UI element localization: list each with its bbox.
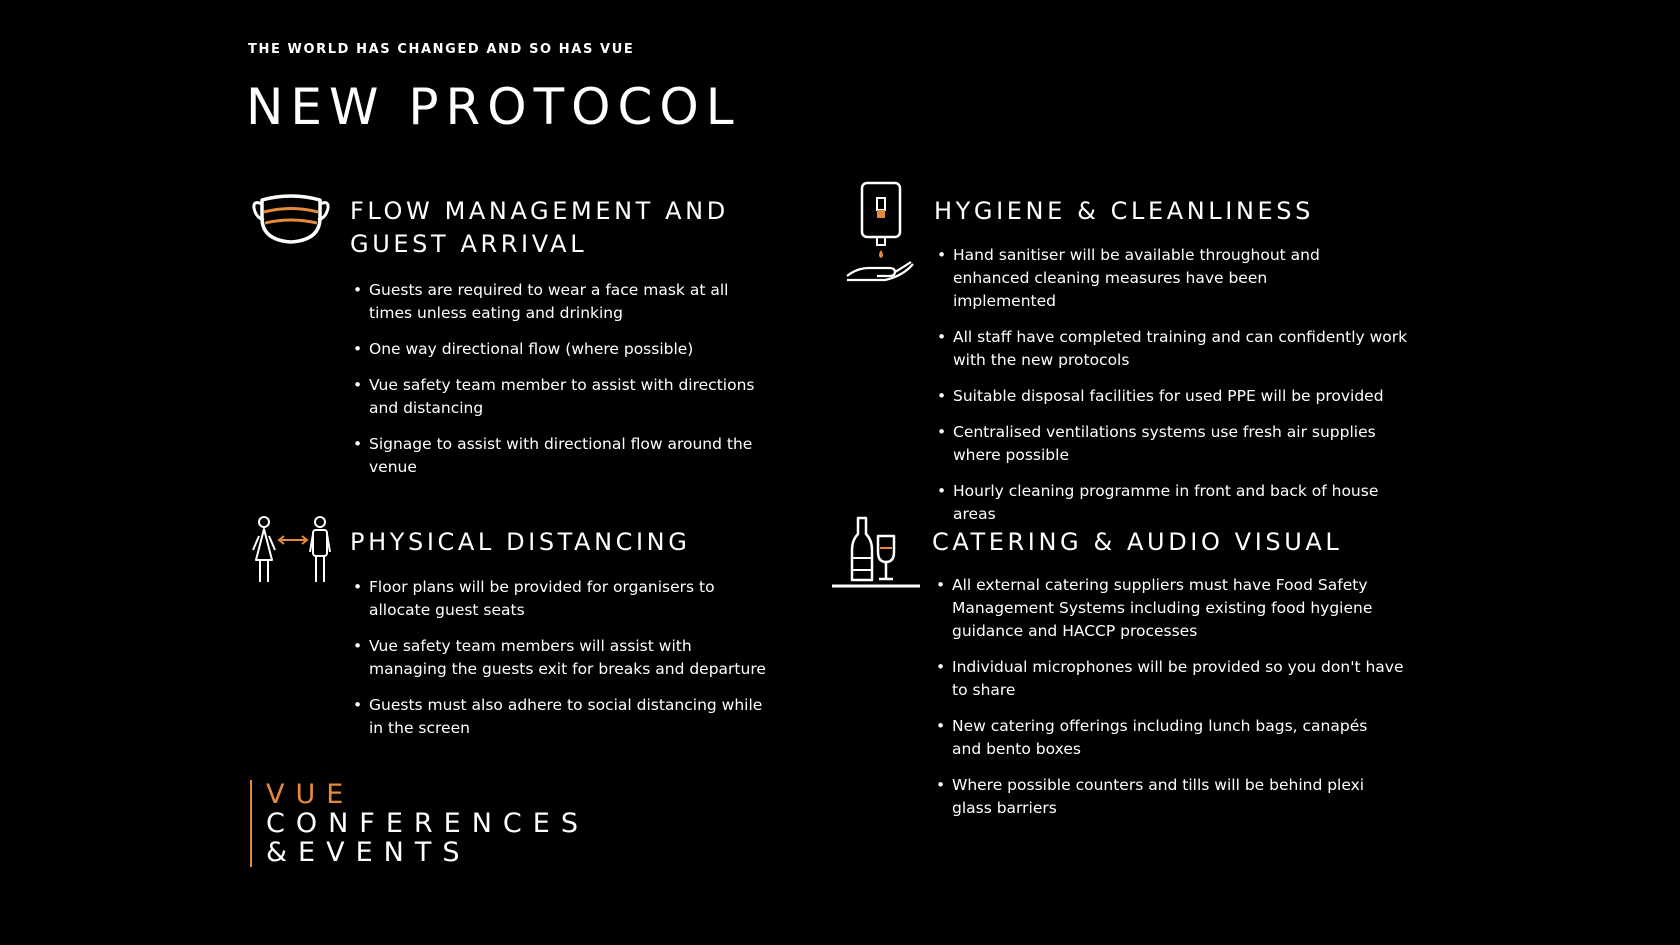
list-item: • Hand sanitiser will be available throughout and enhanced cleaning measures have been implemented: [937, 244, 1373, 313]
list-item: • Where possible counters and tills will be behind plexi glass barriers: [936, 774, 1372, 820]
list-item: • Vue safety team member to assist with directions and distancing: [353, 374, 759, 420]
list-item: • Hourly cleaning programme in front and back of house areas: [937, 480, 1417, 526]
section-hygiene-list: [937, 244, 1417, 539]
section-flow-list: [353, 279, 773, 492]
section-hygiene-title: HYGIENE & CLEANLINESS: [934, 197, 1314, 225]
list-item: • Individual microphones will be provided so you don't have to share: [936, 656, 1412, 702]
logo-line-events: &EVENTS: [266, 837, 471, 868]
list-item: • Guests are required to wear a face mask at all times unless eating and drinking: [353, 279, 759, 325]
section-catering-list: [936, 574, 1416, 833]
logo-line-vue: VUE: [266, 779, 355, 810]
vue-conferences-events-logo: [250, 780, 589, 867]
list-item: • Vue safety team members will assist with managing the guests exit for breaks and departure: [353, 635, 769, 681]
section-distancing-title: PHYSICAL DISTANCING: [350, 528, 691, 556]
list-item: • Floor plans will be provided for organisers to allocate guest seats: [353, 576, 754, 622]
section-flow-title: [350, 195, 770, 261]
list-item: • Centralised ventilations systems use fresh air supplies where possible: [937, 421, 1393, 467]
list-item: • All external catering suppliers must have Food Safety Management Systems including existing food hygiene guidance and HACCP processes: [936, 574, 1382, 643]
list-item: • Suitable disposal facilities for used PPE will be provided: [937, 385, 1417, 408]
list-item: • Signage to assist with directional flow around the venue: [353, 433, 773, 479]
list-item: • One way directional flow (where possible): [353, 338, 773, 361]
list-item: • Guests must also adhere to social distancing while in the screen: [353, 694, 769, 740]
section-flow-title-line2: GUEST ARRIVAL: [350, 230, 588, 258]
bottle-glass-icon: [830, 514, 922, 590]
hand-sanitiser-icon: [845, 180, 917, 286]
list-item: • All staff have completed training and can confidently work with the new protocols: [937, 326, 1418, 372]
section-distancing-list: [353, 576, 773, 753]
page-title: NEW PROTOCOL: [246, 78, 741, 136]
page-kicker: THE WORLD HAS CHANGED AND SO HAS VUE: [248, 42, 635, 57]
face-mask-icon: [250, 190, 332, 246]
section-catering-title: CATERING & AUDIO VISUAL: [932, 528, 1343, 556]
physical-distancing-icon: [250, 516, 336, 586]
list-item: • New catering offerings including lunch bags, canapés and bento boxes: [936, 715, 1382, 761]
logo-line-conferences: CONFERENCES: [266, 808, 589, 839]
section-flow-title-line1: FLOW MANAGEMENT AND: [350, 197, 729, 225]
